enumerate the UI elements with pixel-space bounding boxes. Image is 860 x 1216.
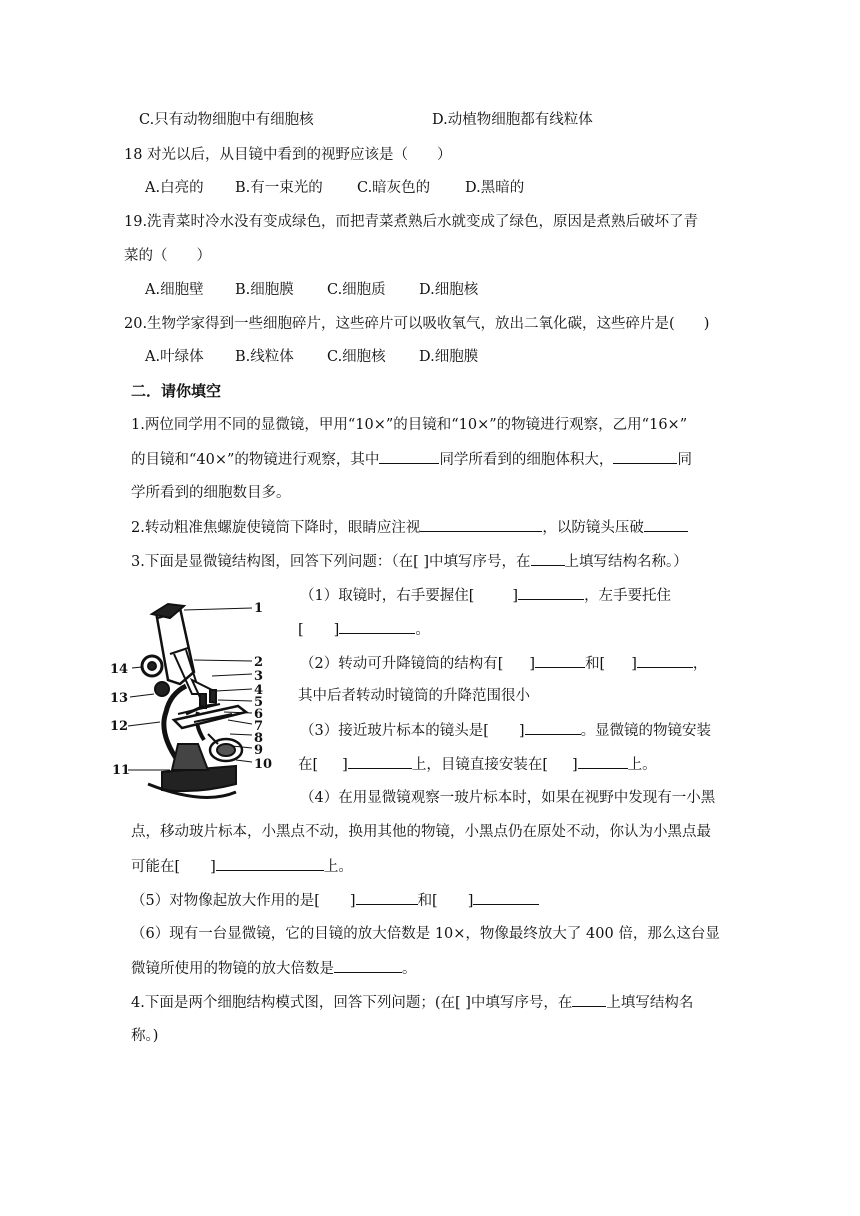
- fill-q3-p2-line2: 其中后者转动时镜筒的升降范围很小: [298, 688, 530, 704]
- q20-option-d: D.细胞膜: [419, 349, 479, 365]
- q19-options: [145, 279, 478, 301]
- fill-q3-p1-text-c: ，左手要托住: [584, 588, 672, 604]
- q19-option-b: B.细胞膜: [235, 282, 294, 298]
- question-19-line1: 19.洗青菜时冷水没有变成绿色，而把青菜煮熟后水就变成了绿色，原因是煮熟后破坏了青: [124, 214, 699, 230]
- fill-q1-blank-1[interactable]: [379, 448, 439, 464]
- diagram-label-10: 10: [254, 757, 273, 772]
- fill-q3-p2-blank-2[interactable]: [637, 652, 693, 668]
- diagram-label-13: 13: [110, 691, 129, 706]
- fill-q3-p6-text-c: 。: [402, 961, 417, 977]
- q19-option-c: C.细胞质: [327, 282, 386, 298]
- fill-q3-p5-blank-2[interactable]: [473, 889, 539, 905]
- q18-option-b: B.有一束光的: [235, 180, 323, 196]
- fill-q3-p3-text-h: 上。: [627, 757, 657, 773]
- fill-q3-p4-text-e: 上。: [323, 859, 353, 875]
- fill-q2-text-a: 2.转动粗准焦螺旋使镜筒下降时，眼睛应注视: [131, 520, 421, 536]
- fill-q3-p2-bracket-2: ]: [631, 656, 637, 672]
- fill-q3-p5-text-a: （5）对物像起放大作用的是[: [131, 893, 320, 909]
- fill-q3-p3-line2: [298, 753, 657, 776]
- diagram-label-5: 5: [254, 695, 264, 710]
- fill-q3-p4-line1: （4）在用显微镜观察一玻片标本时，如果在视野中发现有一小黑: [300, 790, 716, 806]
- fill-q3-p2-blank-1[interactable]: [535, 652, 585, 668]
- fill-q3-p3-line1: [300, 719, 711, 742]
- diagram-label-2: 2: [254, 655, 264, 670]
- fill-q3-p6-line1: （6）现有一台显微镜，它的目镜的放大倍数是 10×，物像最终放大了 400 倍，那么这台显: [131, 926, 720, 942]
- diagram-label-1: 1: [254, 601, 264, 616]
- fill-q3-p2-text-c: 和[: [585, 656, 606, 672]
- fill-q3-p3-text-c: 。显微镜的物镜安装: [580, 723, 712, 739]
- q20-options: [145, 346, 478, 368]
- fill-q3-p1-text-a: （1）取镜时，右手要握住[: [300, 588, 475, 604]
- diagram-label-6: 6: [254, 707, 264, 722]
- fill-q3-p4-blank[interactable]: [216, 855, 324, 871]
- diagram-label-3: 3: [254, 669, 264, 684]
- q18-options: [145, 177, 524, 199]
- fill-q4-line2: 称。): [131, 1028, 159, 1044]
- fill-q3-p3-text-d: 在[: [298, 757, 319, 773]
- fill-q1-blank-2[interactable]: [613, 448, 677, 464]
- fill-q3-p2-line1: [300, 652, 707, 675]
- fill-q3-p1-line2: [298, 618, 430, 641]
- fill-q3-p1-text-f: 。: [415, 622, 430, 638]
- fill-q3-p5: [131, 889, 539, 912]
- q20-option-b: B.线粒体: [235, 349, 294, 365]
- microscope-diagram: [108, 594, 278, 808]
- fill-q3-p3-blank-3[interactable]: [578, 753, 628, 769]
- fill-q2-blank-2[interactable]: [644, 516, 688, 532]
- fill-q3-intro: [131, 550, 688, 573]
- q18-option-a: A.白亮的: [145, 180, 204, 196]
- q19-option-a: A.细胞壁: [145, 282, 204, 298]
- diagram-label-12: 12: [110, 719, 129, 734]
- fill-q4-line1: [131, 991, 693, 1014]
- q17-option-c: C.只有动物细胞中有细胞核: [139, 112, 314, 128]
- fill-q3-p2-text-a: （2）转动可升降镜筒的结构有[: [300, 656, 504, 672]
- fill-q3-intro-a: 3.下面是显微镜结构图，回答下列问题：（在[ ]中填写序号，在: [131, 554, 531, 570]
- fill-q3-intro-blank: [531, 550, 565, 566]
- fill-q3-p4-line2: 点，移动玻片标本，小黑点不动，换用其他的物镜，小黑点仍在原处不动，你认为小黑点最: [131, 824, 711, 840]
- fill-q3-p5-bracket: ]: [349, 893, 356, 909]
- fill-q3-p4-line3: [131, 855, 353, 878]
- fill-q2-text-b: ，以防镜头压破: [542, 520, 644, 536]
- fill-q3-p1-bracket: ]: [512, 588, 519, 604]
- fill-q3-p1-blank-2[interactable]: [339, 618, 415, 634]
- fill-q3-p4-text-c: 可能在[: [131, 859, 181, 875]
- fill-q3-p5-bracket-2: ]: [467, 893, 474, 909]
- fill-q1-line2: [131, 448, 692, 471]
- fill-q1-line1: 1.两位同学用不同的显微镜，甲用“10×”的目镜和“10×”的物镜进行观察，乙用“16×”: [131, 417, 688, 433]
- fill-q3-p4-bracket: ]: [210, 859, 216, 875]
- fill-q4-text-a: 4.下面是两个细胞结构模式图，回答下列问题；(在[ ]中填写序号，在: [131, 995, 573, 1011]
- fill-q1-text-a: 的目镜和“40×”的物镜进行观察，其中: [131, 452, 380, 468]
- fill-q3-p1-line1: [300, 584, 672, 607]
- fill-q2-blank-1[interactable]: [420, 516, 542, 532]
- fill-q4-blank: [572, 991, 606, 1007]
- q19-option-d: D.细胞核: [419, 282, 479, 298]
- diagram-label-9: 9: [254, 743, 264, 758]
- diagram-label-4: 4: [254, 683, 264, 698]
- fill-q3-p3-text-f: 上，目镜直接安装在[: [411, 757, 548, 773]
- fill-q3-p2-bracket: ]: [529, 656, 536, 672]
- fill-q3-p5-text-c: 和[: [417, 893, 438, 909]
- fill-q1-text-c: 同: [677, 452, 692, 468]
- q18-option-c: C.暗灰色的: [357, 180, 431, 196]
- diagram-label-8: 8: [254, 731, 264, 746]
- diagram-label-14: 14: [110, 662, 129, 677]
- fill-q3-p3-bracket: ]: [518, 723, 525, 739]
- fill-q3-p3-blank-2[interactable]: [348, 753, 412, 769]
- diagram-label-7: 7: [254, 719, 264, 734]
- fill-q3-p2-text-e: ，: [692, 656, 708, 672]
- fill-q3-p6-line2: [131, 957, 417, 980]
- q20-option-c: C.细胞核: [327, 349, 386, 365]
- fill-q3-p6-blank[interactable]: [334, 957, 402, 973]
- fill-q4-text-b: 上填写结构名: [606, 995, 694, 1011]
- fill-q3-intro-b: 上填写结构名称。）: [564, 554, 688, 570]
- fill-q3-p6-text-b: 微镜所使用的物镜的放大倍数是: [131, 961, 334, 977]
- question-18: 18 对光以后，从目镜中看到的视野应该是（ ）: [124, 147, 452, 163]
- q17-option-d: D.动植物细胞都有线粒体: [432, 112, 593, 128]
- question-19-line2: 菜的（ ）: [124, 248, 211, 264]
- fill-q3-p3-bracket-3: ]: [572, 757, 578, 773]
- fill-q3-p3-text-a: （3）接近玻片标本的镜头是[: [300, 723, 489, 739]
- section-heading: 二．请你填空: [131, 382, 222, 400]
- question-20: 20.生物学家得到一些细胞碎片，这些碎片可以吸收氧气，放出二氧化碳，这些碎片是( ): [124, 316, 710, 332]
- fill-q1-text-b: 同学所看到的细胞体积大，: [439, 452, 614, 468]
- q18-option-d: D.黑暗的: [465, 180, 525, 196]
- q20-option-a: A.叶绿体: [145, 349, 204, 365]
- fill-q3-p5-blank-1[interactable]: [356, 889, 418, 905]
- fill-q3-p1-bracket-2: ]: [333, 622, 340, 638]
- fill-q3-p1-text-d: [: [298, 622, 304, 638]
- fill-q2: [131, 516, 688, 539]
- diagram-label-11: 11: [112, 763, 131, 778]
- fill-q1-line3: 学所看到的细胞数目多。: [131, 485, 291, 501]
- fill-q3-p3-blank-1[interactable]: [525, 719, 581, 735]
- fill-q3-p3-bracket-2: ]: [342, 757, 348, 773]
- fill-q3-p1-blank-1[interactable]: [518, 584, 584, 600]
